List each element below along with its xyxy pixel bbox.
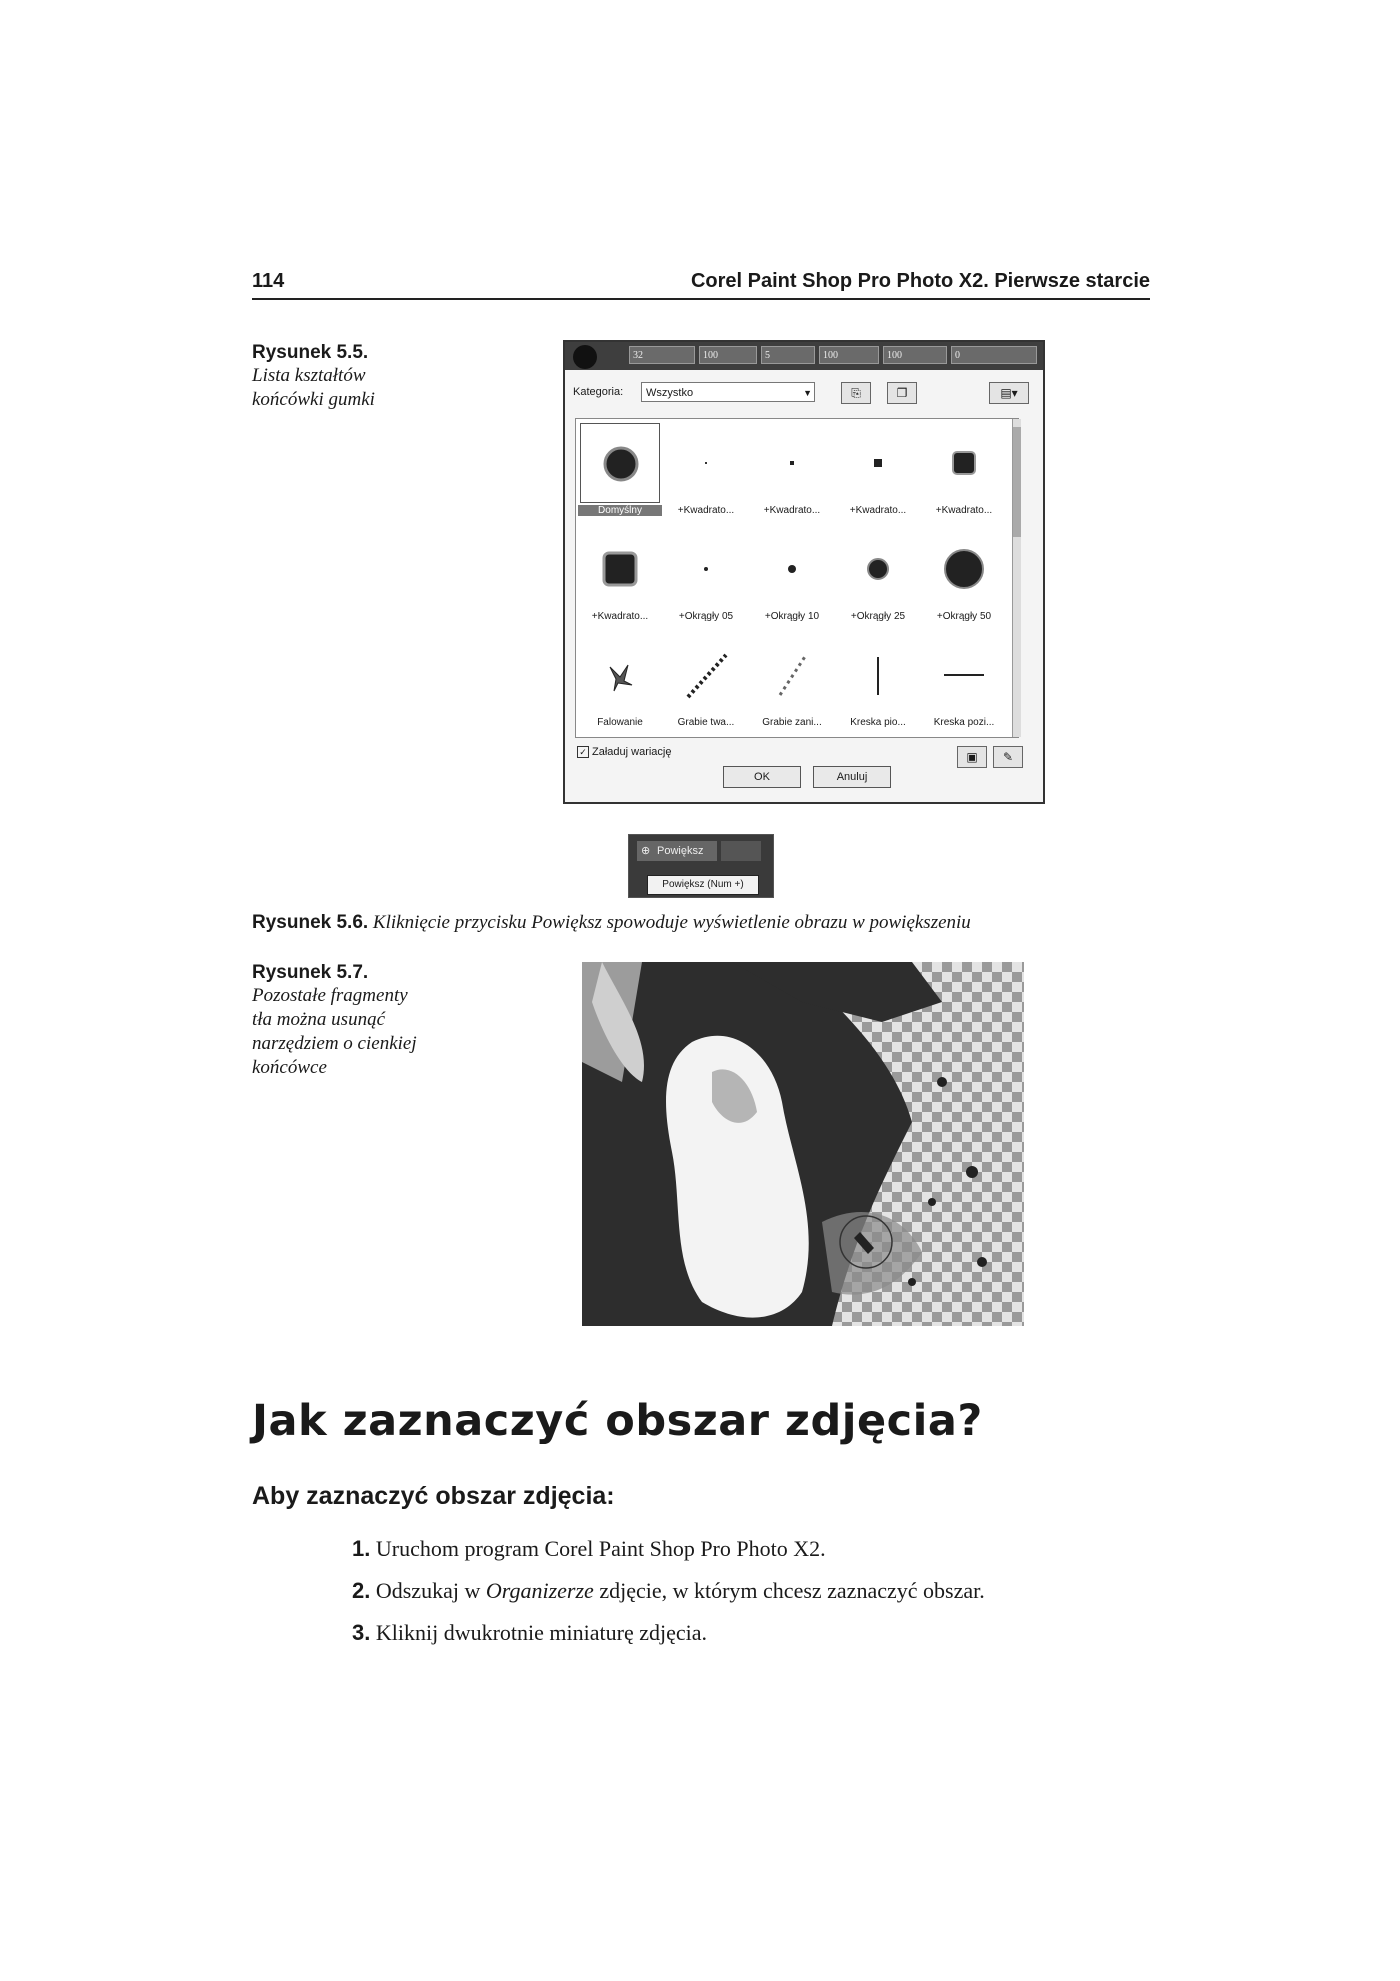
- shape-thumbnail: [838, 423, 918, 503]
- magnifier-icon: ⊕: [641, 845, 651, 857]
- shape-grid: [575, 418, 1019, 738]
- figure-5-6-label: Rysunek 5.6.: [252, 912, 369, 933]
- toolbar-icon[interactable]: [721, 841, 761, 861]
- shape-item[interactable]: [836, 421, 920, 527]
- shape-thumbnail: [752, 635, 832, 715]
- figure-5-5-caption: Lista kształtów końcówki gumki: [252, 365, 375, 410]
- shape-thumbnail: [752, 423, 832, 503]
- shape-item[interactable]: [578, 527, 662, 633]
- view-menu-icon[interactable]: ▤▾: [989, 382, 1029, 404]
- shape-thumbnail: [752, 529, 832, 609]
- toolbar-field[interactable]: [699, 346, 757, 364]
- shape-item[interactable]: [578, 633, 662, 739]
- shape-item[interactable]: [664, 633, 748, 739]
- dog-photo-transparent-background: [582, 962, 1024, 1326]
- figure-5-5-label: Rysunek 5.5.: [252, 342, 369, 363]
- shape-label: +Kwadrato...: [849, 505, 907, 516]
- shape-item[interactable]: [836, 527, 920, 633]
- shape-thumbnail: [580, 635, 660, 715]
- shape-label: +Okrągły 50: [936, 611, 992, 622]
- zoom-tooltip: Powiększ (Num +): [647, 875, 759, 895]
- shape-thumbnail: [838, 635, 918, 715]
- shape-label: +Kwadrato...: [677, 505, 735, 516]
- shape-label: +Okrągły 05: [678, 611, 734, 622]
- section-subheading: Aby zaznaczyć obszar zdjęcia:: [252, 1482, 615, 1510]
- chevron-down-icon: ▼: [803, 388, 812, 398]
- header-rule: [252, 298, 1150, 300]
- grid-scrollbar[interactable]: [1012, 419, 1021, 737]
- step-number: 1.: [352, 1536, 371, 1561]
- new-file-icon[interactable]: ▣: [957, 746, 987, 768]
- shape-thumbnail: [924, 635, 1004, 715]
- figure-5-7-caption: Pozostałe fragmenty tła można usunąć narzędziem o cienkiej końcówce: [252, 985, 417, 1078]
- copy-icon[interactable]: ❐: [887, 382, 917, 404]
- shape-label: Falowanie: [597, 717, 643, 728]
- shape-item[interactable]: [664, 421, 748, 527]
- category-value: Wszystko: [646, 387, 694, 399]
- category-label: Kategoria:: [573, 386, 624, 398]
- ok-button[interactable]: OK: [723, 766, 801, 788]
- category-select[interactable]: [641, 382, 815, 402]
- shape-thumbnail: [580, 529, 660, 609]
- shape-label: +Okrągły 25: [850, 611, 906, 622]
- step-item: [352, 1578, 985, 1604]
- shape-label: +Kwadrato...: [935, 505, 993, 516]
- toolbar-value: 100: [887, 350, 902, 361]
- toolbar-value: 100: [703, 350, 718, 361]
- step-text: Odszukaj w: [375, 1578, 486, 1603]
- running-title: Corel Paint Shop Pro Photo X2. Pierwsze starcie: [690, 270, 1150, 292]
- shape-label: Grabie twa...: [677, 717, 735, 728]
- step-text: Uruchom program Corel Paint Shop Pro Photo X2.: [375, 1536, 826, 1561]
- tool-options-bar: [565, 342, 1043, 370]
- shape-label: +Okrągły 10: [764, 611, 820, 622]
- toolbar-value: 0: [955, 350, 960, 361]
- zoom-button-label: Powiększ: [657, 845, 704, 857]
- shape-item[interactable]: [922, 633, 1006, 739]
- shape-item[interactable]: [922, 527, 1006, 633]
- shape-label: +Kwadrato...: [591, 611, 649, 622]
- figure-5-6-caption-line: [252, 912, 971, 934]
- shape-label: Kreska pio...: [850, 717, 906, 728]
- shape-thumbnail: [666, 529, 746, 609]
- shape-thumbnail: [580, 423, 660, 503]
- figure-5-6-caption: Kliknięcie przycisku Powiększ spowoduje wyświetlenie obrazu w powiększeniu: [372, 912, 971, 933]
- zoom-button[interactable]: [637, 841, 717, 861]
- toolbar-field[interactable]: [761, 346, 815, 364]
- step-item: [352, 1536, 826, 1562]
- scrollbar-thumb[interactable]: [1013, 427, 1021, 537]
- shape-item[interactable]: [750, 633, 834, 739]
- shape-item[interactable]: [922, 421, 1006, 527]
- toolbar-field[interactable]: [883, 346, 947, 364]
- step-text: zdjęcie, w którym chcesz zaznaczyć obszar.: [593, 1578, 985, 1603]
- toolbar-value: 100: [823, 350, 838, 361]
- shape-item[interactable]: [664, 527, 748, 633]
- toolbar-field[interactable]: [819, 346, 879, 364]
- shape-item[interactable]: [836, 633, 920, 739]
- shape-label: Kreska pozi...: [933, 717, 995, 728]
- shape-thumbnail: [666, 635, 746, 715]
- cancel-button[interactable]: Anuluj: [813, 766, 891, 788]
- shape-label: +Kwadrato...: [763, 505, 821, 516]
- shape-thumbnail: [924, 529, 1004, 609]
- toolbar-value: 32: [633, 350, 643, 361]
- brush-shape-dialog: [563, 340, 1045, 804]
- toolbar-value: 5: [765, 350, 770, 361]
- step-number: 3.: [352, 1620, 371, 1645]
- step-number: 2.: [352, 1578, 371, 1603]
- step-text: Kliknij dwukrotnie miniaturę zdjęcia.: [375, 1620, 707, 1645]
- step-item: [352, 1620, 707, 1646]
- load-variations-option[interactable]: [577, 746, 671, 758]
- category-row: [571, 382, 1037, 406]
- shape-label: Domyślny: [578, 505, 662, 516]
- figure-5-7-label: Rysunek 5.7.: [252, 962, 369, 983]
- zoom-button-screenshot: [628, 834, 774, 898]
- shape-label: Grabie zani...: [762, 717, 822, 728]
- checkbox-icon[interactable]: ✓: [577, 746, 589, 758]
- shape-item[interactable]: [750, 527, 834, 633]
- section-heading: Jak zaznaczyć obszar zdjęcia?: [252, 1396, 983, 1446]
- load-variations-label: Załaduj wariację: [592, 746, 672, 758]
- shape-thumbnail: [838, 529, 918, 609]
- save-preset-icon[interactable]: ⎘: [841, 382, 871, 404]
- shape-thumbnail: [666, 423, 746, 503]
- toolbar-field[interactable]: [951, 346, 1037, 364]
- shape-item[interactable]: [578, 421, 662, 527]
- shape-item[interactable]: [750, 421, 834, 527]
- shape-thumbnail: [924, 423, 1004, 503]
- page-number: 114: [252, 270, 285, 292]
- edit-icon[interactable]: ✎: [993, 746, 1023, 768]
- step-emphasis: Organizerze: [485, 1578, 594, 1603]
- brush-preview-icon[interactable]: [573, 345, 597, 369]
- toolbar-field[interactable]: [629, 346, 695, 364]
